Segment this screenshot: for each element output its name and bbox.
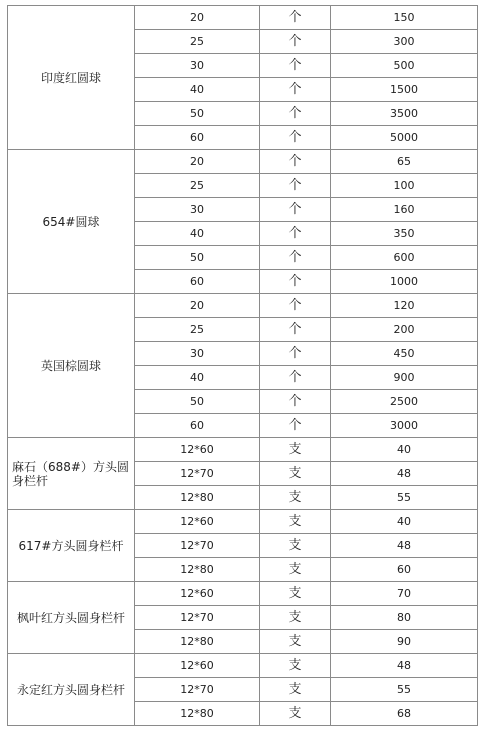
spec-cell: 60: [135, 414, 260, 438]
unit-cell: 个: [260, 318, 331, 342]
unit-cell: 个: [260, 78, 331, 102]
spec-cell: 12*70: [135, 606, 260, 630]
price-cell: 3000: [331, 414, 478, 438]
unit-cell: 个: [260, 222, 331, 246]
price-cell: 55: [331, 678, 478, 702]
unit-cell: 支: [260, 558, 331, 582]
spec-cell: 50: [135, 390, 260, 414]
price-table: [7, 5, 478, 726]
unit-cell: 个: [260, 54, 331, 78]
price-cell: 500: [331, 54, 478, 78]
price-cell: 200: [331, 318, 478, 342]
unit-cell: 支: [260, 630, 331, 654]
spec-cell: 40: [135, 78, 260, 102]
price-cell: 300: [331, 30, 478, 54]
price-cell: 1000: [331, 270, 478, 294]
spec-cell: 40: [135, 222, 260, 246]
price-cell: 1500: [331, 78, 478, 102]
table-row: [8, 438, 478, 462]
table-row: [8, 294, 478, 318]
price-cell: 65: [331, 150, 478, 174]
unit-cell: 个: [260, 342, 331, 366]
spec-cell: 12*60: [135, 582, 260, 606]
spec-cell: 12*60: [135, 654, 260, 678]
spec-cell: 12*80: [135, 702, 260, 726]
price-cell: 40: [331, 438, 478, 462]
table-row: [8, 150, 478, 174]
unit-cell: 支: [260, 702, 331, 726]
price-table-body: [8, 6, 478, 726]
spec-cell: 60: [135, 270, 260, 294]
price-cell: 160: [331, 198, 478, 222]
unit-cell: 支: [260, 510, 331, 534]
unit-cell: 支: [260, 534, 331, 558]
price-cell: 600: [331, 246, 478, 270]
price-cell: 5000: [331, 126, 478, 150]
price-cell: 60: [331, 558, 478, 582]
unit-cell: 个: [260, 366, 331, 390]
spec-cell: 30: [135, 54, 260, 78]
unit-cell: 支: [260, 486, 331, 510]
spec-cell: 25: [135, 318, 260, 342]
price-cell: 3500: [331, 102, 478, 126]
unit-cell: 个: [260, 270, 331, 294]
product-name-cell: 永定红方头圆身栏杆: [8, 654, 135, 726]
spec-cell: 12*70: [135, 462, 260, 486]
table-row: [8, 6, 478, 30]
unit-cell: 个: [260, 150, 331, 174]
spec-cell: 12*80: [135, 486, 260, 510]
spec-cell: 50: [135, 246, 260, 270]
price-cell: 55: [331, 486, 478, 510]
price-cell: 90: [331, 630, 478, 654]
unit-cell: 支: [260, 582, 331, 606]
unit-cell: 个: [260, 414, 331, 438]
spec-cell: 40: [135, 366, 260, 390]
spec-cell: 12*70: [135, 678, 260, 702]
unit-cell: 支: [260, 438, 331, 462]
table-row: [8, 654, 478, 678]
price-cell: 350: [331, 222, 478, 246]
price-cell: 48: [331, 654, 478, 678]
product-name-cell: 枫叶红方头圆身栏杆: [8, 582, 135, 654]
table-row: [8, 510, 478, 534]
spec-cell: 60: [135, 126, 260, 150]
price-cell: 100: [331, 174, 478, 198]
spec-cell: 25: [135, 174, 260, 198]
unit-cell: 支: [260, 654, 331, 678]
spec-cell: 12*60: [135, 510, 260, 534]
price-cell: 48: [331, 534, 478, 558]
price-cell: 150: [331, 6, 478, 30]
price-cell: 80: [331, 606, 478, 630]
price-cell: 450: [331, 342, 478, 366]
price-cell: 48: [331, 462, 478, 486]
unit-cell: 支: [260, 678, 331, 702]
unit-cell: 个: [260, 174, 331, 198]
unit-cell: 个: [260, 294, 331, 318]
unit-cell: 个: [260, 198, 331, 222]
spec-cell: 20: [135, 150, 260, 174]
price-cell: 68: [331, 702, 478, 726]
price-cell: 2500: [331, 390, 478, 414]
spec-cell: 50: [135, 102, 260, 126]
price-cell: 900: [331, 366, 478, 390]
unit-cell: 个: [260, 246, 331, 270]
unit-cell: 个: [260, 30, 331, 54]
unit-cell: 个: [260, 6, 331, 30]
price-cell: 40: [331, 510, 478, 534]
product-name-cell: 617#方头圆身栏杆: [8, 510, 135, 582]
unit-cell: 支: [260, 606, 331, 630]
product-name-cell: 麻石（688#）方头圆身栏杆: [8, 438, 135, 510]
spec-cell: 12*70: [135, 534, 260, 558]
unit-cell: 支: [260, 462, 331, 486]
spec-cell: 12*80: [135, 630, 260, 654]
spec-cell: 12*80: [135, 558, 260, 582]
unit-cell: 个: [260, 126, 331, 150]
table-row: [8, 582, 478, 606]
spec-cell: 30: [135, 342, 260, 366]
product-name-cell: 印度红圆球: [8, 6, 135, 150]
spec-cell: 30: [135, 198, 260, 222]
spec-cell: 20: [135, 294, 260, 318]
spec-cell: 25: [135, 30, 260, 54]
product-name-cell: 英国棕圆球: [8, 294, 135, 438]
spec-cell: 12*60: [135, 438, 260, 462]
price-cell: 120: [331, 294, 478, 318]
price-cell: 70: [331, 582, 478, 606]
unit-cell: 个: [260, 102, 331, 126]
spec-cell: 20: [135, 6, 260, 30]
unit-cell: 个: [260, 390, 331, 414]
product-name-cell: 654#圆球: [8, 150, 135, 294]
